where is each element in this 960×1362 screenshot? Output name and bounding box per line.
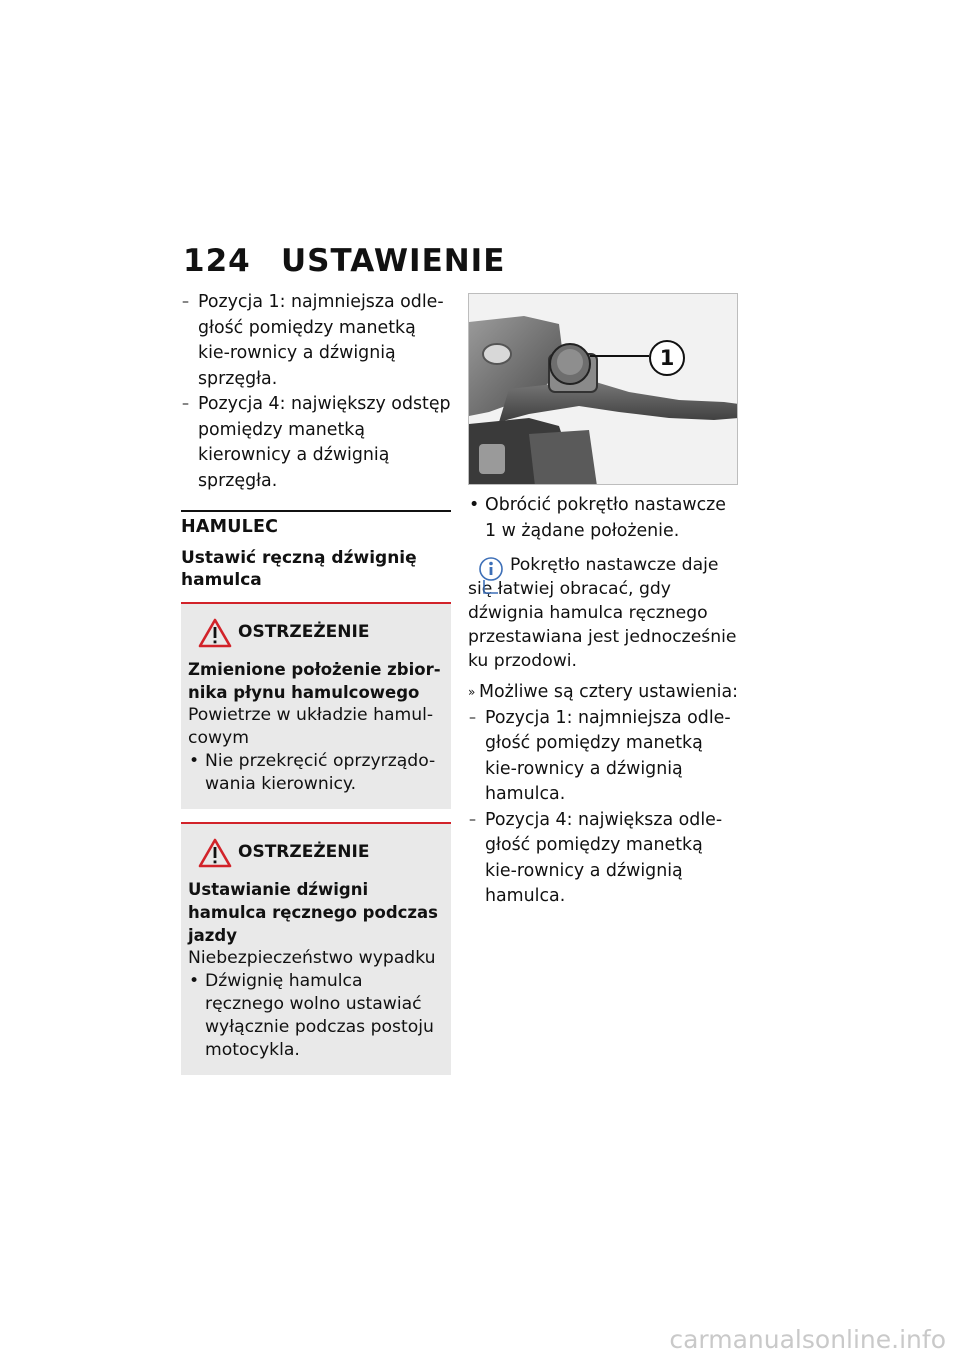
dash-marker: – (182, 396, 189, 412)
warning-header (188, 618, 443, 648)
list-item (468, 706, 738, 808)
clutch-position-1-text: Pozycja 1: najmniejsza odle-głość pomiędzy manetką kie-rownicy a dźwignią sprzęgła. (198, 292, 444, 389)
warning-triangle-icon (198, 838, 232, 868)
warning-box (181, 822, 451, 1075)
left-column (181, 290, 451, 1075)
warning-label: OSTRZEŻENIE (238, 622, 370, 642)
info-note (468, 553, 738, 673)
warning-consequence: Niebezpieczeństwo wypadku (188, 948, 436, 968)
info-icon (478, 556, 504, 594)
step-text: Obrócić pokrętło nastawcze 1 w żądane położenie. (485, 495, 726, 541)
page-header (183, 243, 505, 279)
chapter-title: USTAWIENIE (281, 243, 506, 279)
subsection-title: Ustawić ręczną dźwignię hamulca (181, 548, 417, 590)
bullet-marker: • (189, 751, 200, 771)
list-item (468, 808, 738, 910)
watermark: carmanualsonline.info (669, 1325, 946, 1354)
info-text: Pokrętło nastawcze daje się łatwiej obracać, gdy dźwignia hamulca ręcznego przestawiana jest jednocześnie ku przodowi. (468, 555, 737, 671)
result-marker: » (468, 685, 476, 699)
brake-position-4-text: Pozycja 4: największa odle-głość pomiędzy manetką kie-rownicy a dźwignią hamulca. (485, 809, 723, 906)
warning-header (188, 838, 443, 868)
warning-consequence: Powietrze w układzie hamul-cowym (188, 705, 434, 748)
list-item (181, 290, 451, 392)
warning-label: OSTRZEŻENIE (238, 842, 370, 862)
list-item (181, 392, 451, 494)
brake-lever-photo (468, 293, 738, 485)
brake-position-1-text: Pozycja 1: najmniejsza odle-głość pomiędzy manetką kie-rownicy a dźwignią hamulca. (485, 707, 731, 804)
warning-hazard: Zmienione położenie zbior-nika płynu hamulcowego (188, 660, 441, 702)
result-text: Możliwe są cztery ustawienia: (479, 682, 738, 702)
warning-box (181, 602, 451, 809)
list-item (188, 970, 443, 1062)
brake-lever-illustration (469, 294, 738, 485)
list-item (468, 493, 738, 544)
warning-triangle-icon (198, 618, 232, 648)
list-item (188, 750, 443, 796)
callout-1: 1 (649, 340, 685, 376)
warning-action: Nie przekręcić oprzyrządo-wania kierownicy. (205, 751, 436, 794)
dash-marker: – (469, 811, 476, 828)
section-title: HAMULEC (181, 517, 279, 537)
bullet-marker: • (189, 971, 200, 991)
dash-marker: – (182, 294, 189, 310)
dash-marker: – (469, 709, 476, 726)
warning-hazard: Ustawianie dźwigni hamulca ręcznego podczas jazdy (188, 880, 438, 945)
bullet-marker: • (469, 495, 480, 515)
warning-action: Dźwignię hamulca ręcznego wolno ustawiać wyłącznie podczas postoju motocykla. (205, 971, 434, 1060)
section-rule (181, 510, 451, 512)
page-number: 124 (183, 243, 251, 279)
clutch-position-4-text: Pozycja 4: największy odstęp pomiędzy manetką kierownicy a dźwignią sprzęgła. (198, 394, 451, 491)
right-column (468, 293, 738, 910)
result-line (468, 680, 738, 706)
